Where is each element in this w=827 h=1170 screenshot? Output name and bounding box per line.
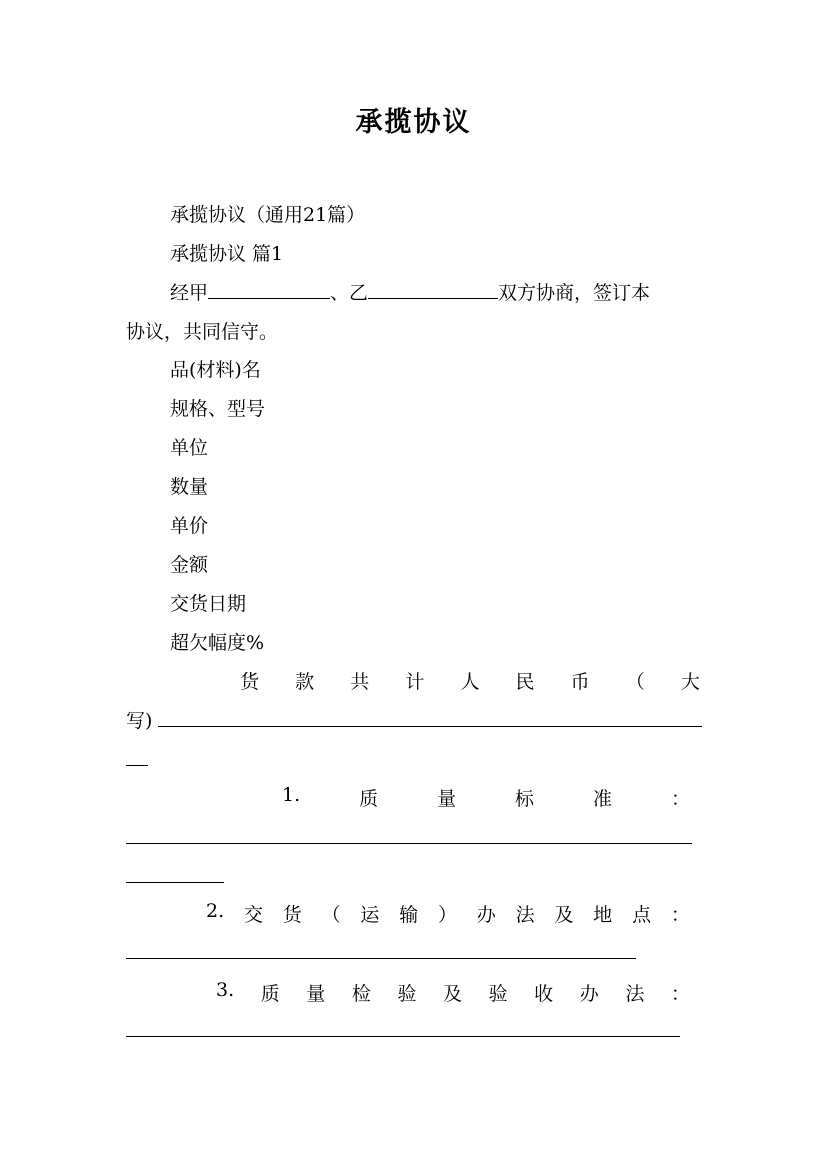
delivery-method-blank[interactable]: [126, 958, 636, 959]
party-b-blank[interactable]: [368, 297, 498, 299]
clause-char: 量: [306, 983, 326, 1005]
clause-char: 验: [397, 983, 417, 1005]
intro-line-1: [170, 278, 650, 305]
total-char: 计: [405, 671, 425, 693]
clause-char: 检: [351, 983, 371, 1005]
clause-char: ：: [670, 904, 690, 926]
intro-text-1: 经甲: [170, 282, 209, 304]
clause-char: 标: [515, 788, 535, 810]
total-char: 人: [460, 671, 480, 693]
total-amount-blank-cont[interactable]: [126, 765, 148, 766]
clause-char: （: [321, 904, 341, 926]
clause-char: 质: [260, 983, 280, 1005]
field-label-product: 品(材料)名: [170, 359, 261, 381]
field-label-amount: 金额: [170, 554, 209, 576]
clause-char: 1.: [282, 784, 301, 806]
intro-text-3: 双方协商，签订本: [498, 282, 651, 304]
clause-char: 及: [443, 983, 463, 1005]
field-label-unit: 单位: [170, 437, 209, 459]
document-subtitle: 承揽协议（通用21篇）: [170, 204, 366, 226]
inspection-method-blank[interactable]: [126, 1036, 680, 1037]
field-label-unit-price: 单价: [170, 515, 209, 537]
clause-char: 2.: [206, 900, 225, 922]
document-title: 承揽协议: [355, 107, 472, 138]
field-label-tolerance: 超欠幅度%: [170, 632, 265, 654]
total-char: （: [625, 671, 645, 693]
intro-line-2: 协议，共同信守。: [126, 321, 279, 343]
total-payment-line: [240, 667, 700, 694]
clause-char: 地: [593, 904, 613, 926]
clause-char: 办: [579, 983, 599, 1005]
clause-char: 3.: [216, 979, 235, 1001]
clause-char: ：: [670, 983, 690, 1005]
clause-char: 点: [632, 904, 652, 926]
clause-char: 交: [243, 904, 263, 926]
total-char: 大: [680, 671, 700, 693]
field-label-delivery-date: 交货日期: [170, 593, 247, 615]
clause-char: 收: [534, 983, 554, 1005]
party-a-blank[interactable]: [208, 297, 330, 299]
clause-char: 办: [476, 904, 496, 926]
clause-char: 法: [625, 983, 645, 1005]
total-char: 货: [240, 671, 260, 693]
clause-char: 质: [359, 788, 379, 810]
clause-1-heading: [282, 784, 690, 811]
clause-3-heading: [216, 979, 690, 1006]
total-amount-blank[interactable]: [158, 726, 702, 727]
total-char: 币: [570, 671, 590, 693]
clause-char: 准: [593, 788, 613, 810]
clause-char: 验: [488, 983, 508, 1005]
clause-char: 输: [399, 904, 419, 926]
field-label-spec: 规格、型号: [170, 398, 266, 420]
clause-char: ：: [670, 788, 690, 810]
quality-standard-blank[interactable]: [126, 843, 692, 844]
total-char: 共: [350, 671, 370, 693]
total-char: 款: [295, 671, 315, 693]
intro-text-2: 、乙: [330, 282, 369, 304]
clause-char: 货: [282, 904, 302, 926]
field-label-quantity: 数量: [170, 476, 209, 498]
clause-char: 运: [360, 904, 380, 926]
clause-char: 法: [515, 904, 535, 926]
quality-standard-blank-cont[interactable]: [126, 882, 224, 883]
clause-2-heading: [206, 900, 690, 927]
clause-char: ）: [438, 904, 458, 926]
clause-char: 量: [437, 788, 457, 810]
total-char: 民: [515, 671, 535, 693]
section-heading: 承揽协议 篇1: [170, 243, 284, 265]
clause-char: 及: [554, 904, 574, 926]
total-payment-line-2: 写): [126, 710, 153, 732]
